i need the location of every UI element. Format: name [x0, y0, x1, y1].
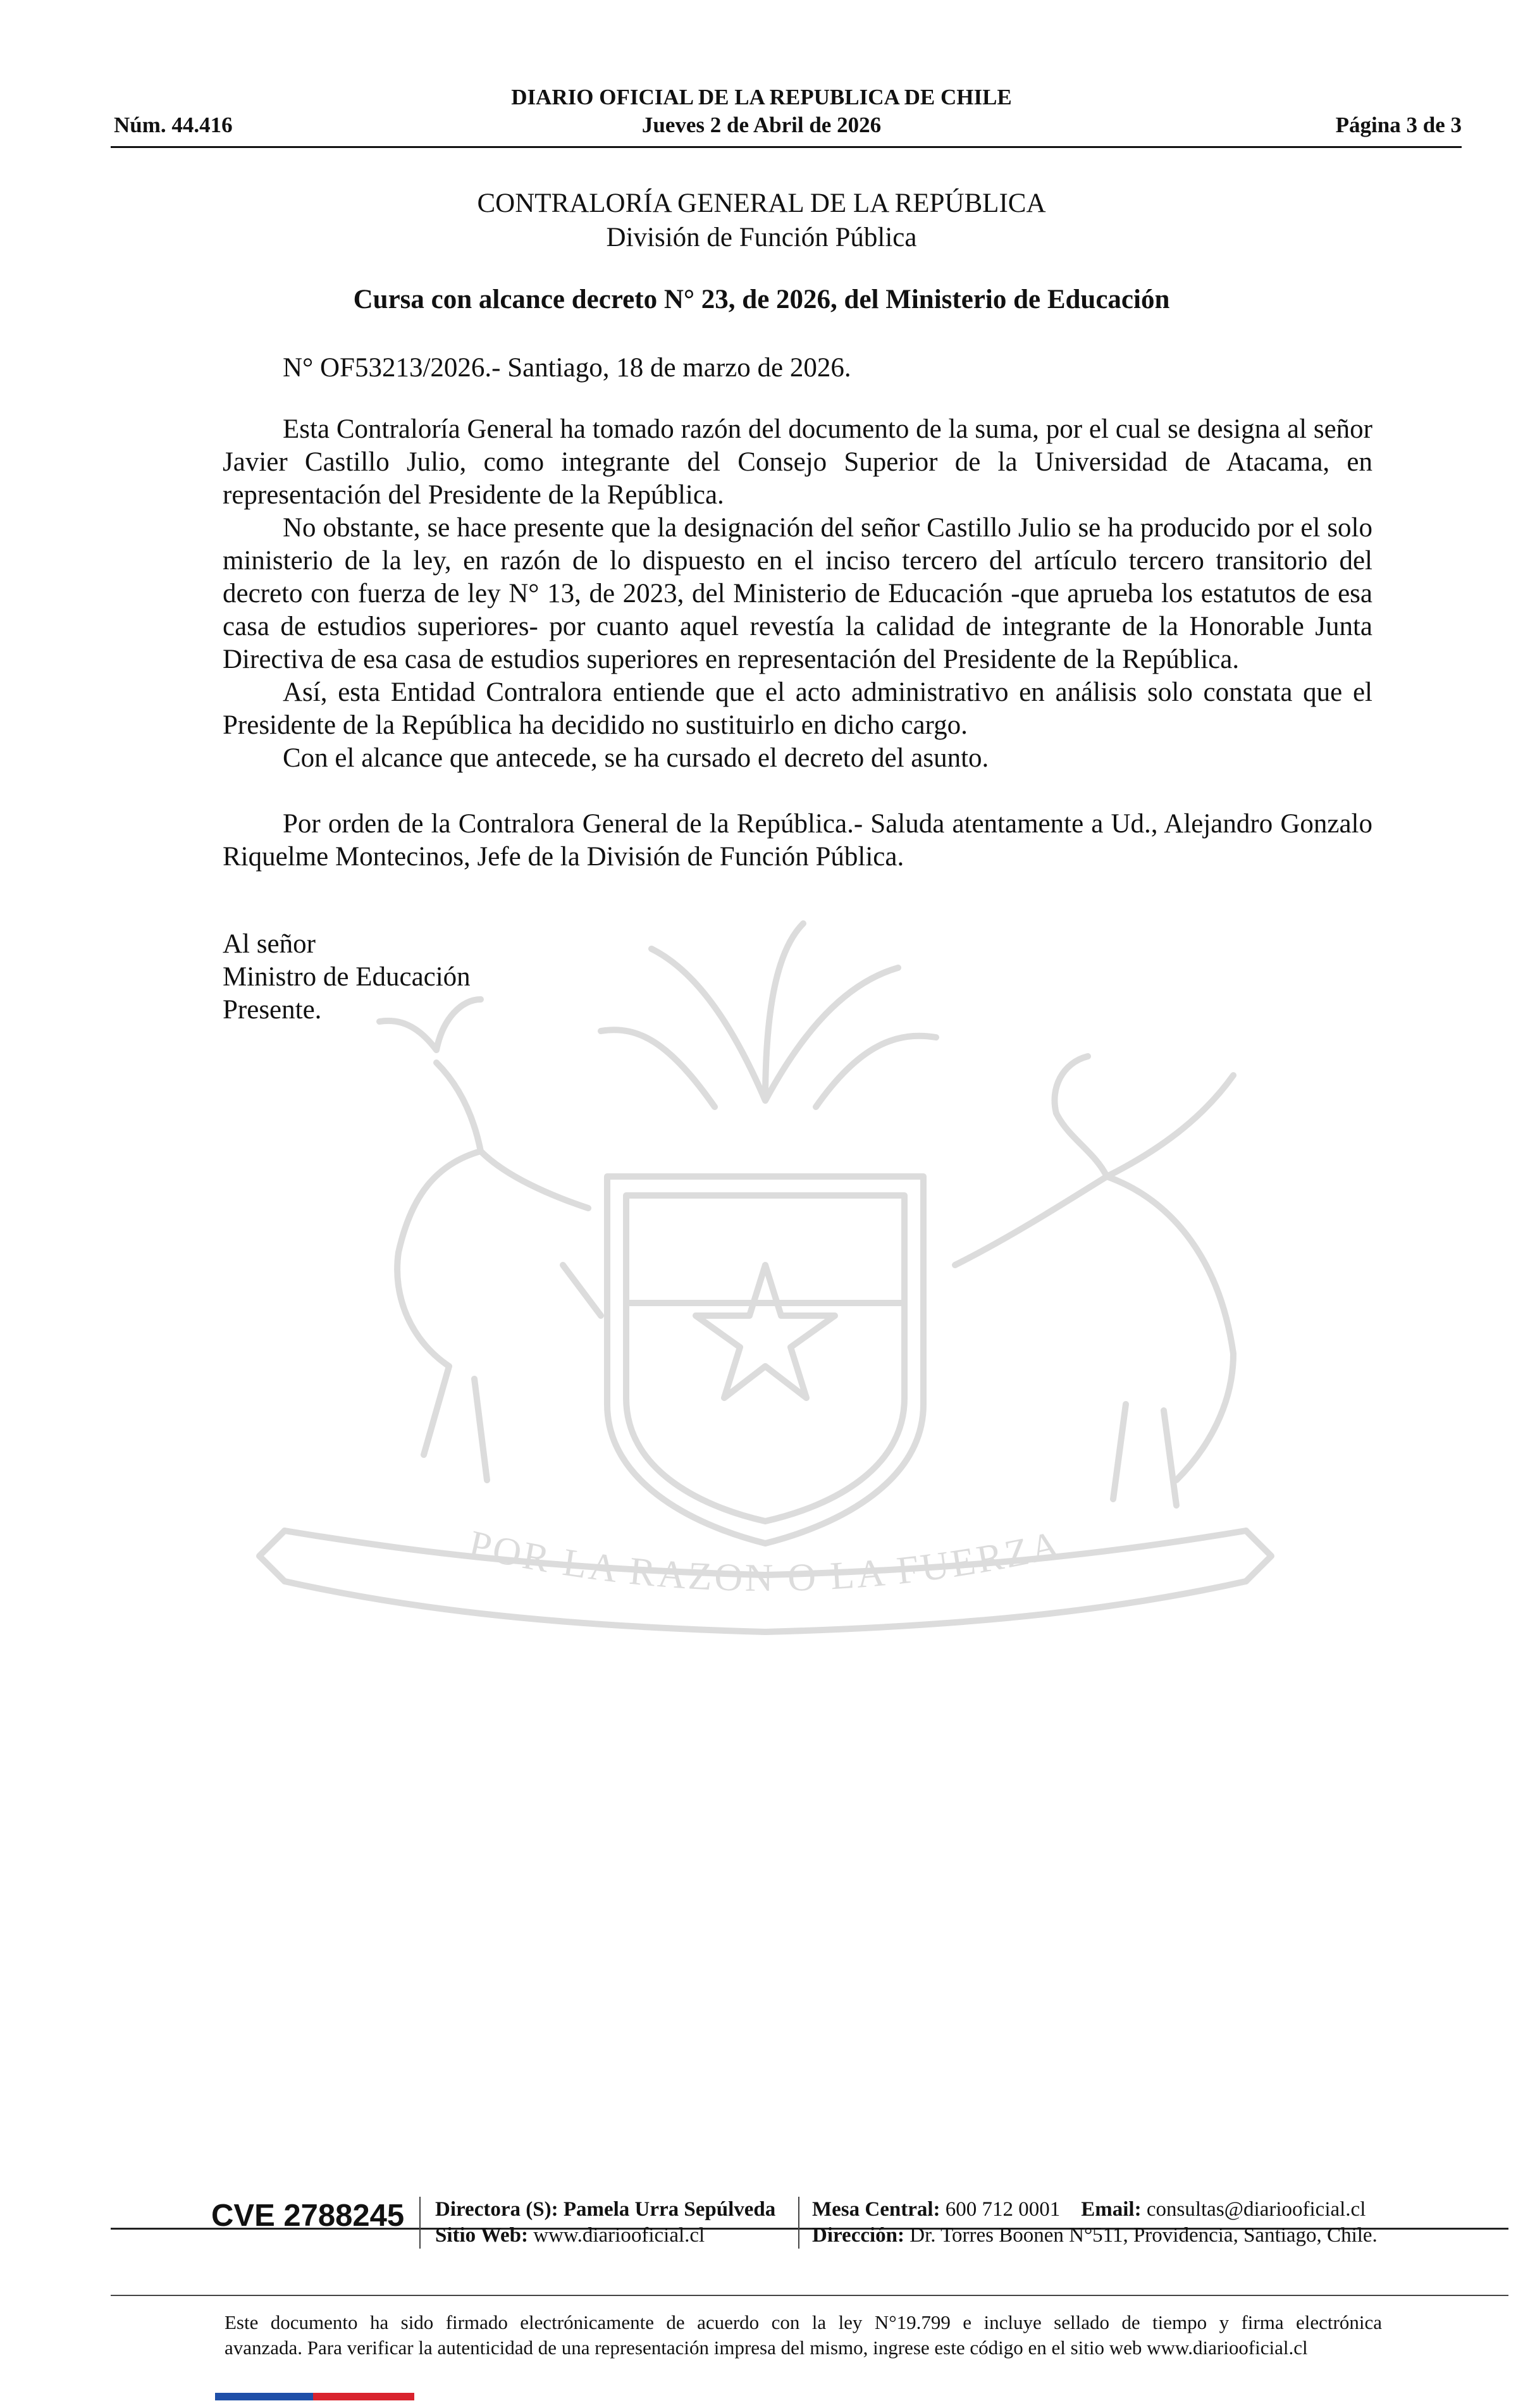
issuing-division: División de Función Pública [606, 223, 917, 252]
cve-code: CVE 2788245 [211, 2199, 405, 2233]
footer-separator [419, 2197, 421, 2249]
issuing-organization: CONTRALORÍA GENERAL DE LA REPÚBLICA [477, 188, 1046, 218]
footer-inner-divider [111, 2295, 1508, 2296]
paragraph: Con el alcance que antecede, se ha cursado el decreto del asunto. [283, 743, 989, 773]
verification-notice: avanzada. Para verificar la autenticidad de una representación impresa del mismo, ingrese este código en el sitio web www.diariooficial.cl [225, 2337, 1308, 2359]
phone-value: 600 712 0001 [945, 2198, 1061, 2221]
address-label: Dirección: [812, 2224, 905, 2247]
email-label: Email: [1081, 2198, 1142, 2221]
footer-contact-left [435, 2197, 775, 2249]
flag-stripe-red [313, 2393, 414, 2400]
document-subject: Cursa con alcance decreto N° 23, de 2026, del Ministerio de Educación [353, 285, 1170, 314]
address-value: Dr. Torres Boonen N°511, Providencia, Santiago, Chile. [909, 2224, 1378, 2247]
closing-paragraph: Por orden de la Contralora General de la República.- Saluda atentamente a Ud., Alejandro Gonzalo Riquelme Montecinos, Jefe de la División de Función Pública. [223, 809, 1372, 872]
director-label: Directora (S): [435, 2198, 558, 2221]
email-link[interactable]: consultas@diariooficial.cl [1146, 2198, 1366, 2221]
gazette-title: DIARIO OFICIAL DE LA REPUBLICA DE CHILE [511, 85, 1012, 109]
signature-notice: Este documento ha sido firmado electrónicamente de acuerdo con la ley N°19.799 e incluye sellado de tiempo y firma electrónica [225, 2311, 1382, 2333]
issue-number: Núm. 44.416 [114, 113, 233, 137]
recipient-block [223, 928, 471, 1027]
footer-separator [798, 2197, 799, 2249]
footer-contact-right [812, 2197, 1378, 2249]
phone-label: Mesa Central: [812, 2198, 940, 2221]
motto-text: POR LA RAZON O LA FUERZA [465, 1522, 1066, 1600]
paragraph: No obstante, se hace presente que la designación del señor Castillo Julio se ha producido por el solo ministerio de la ley, en razón de lo dispuesto en el inciso tercero del artículo tercero transitorio del decreto con fuerza de ley N° 13, de 2023, del Ministerio de Educación -que aprueba los estatutos de esa casa de estudios superiores- por cuanto aquel revestía la calidad de integrante de la Honorable Junta Directiva de esa casa de estudios superiores en representación del Presidente de la República. [223, 513, 1372, 674]
director-name: Pamela Urra Sepúlveda [563, 2198, 776, 2221]
issue-date: Jueves 2 de Abril de 2026 [641, 113, 882, 137]
website-link[interactable]: www.diariooficial.cl [533, 2224, 705, 2247]
page-indicator: Página 3 de 3 [1335, 113, 1462, 137]
website-label: Sitio Web: [435, 2224, 529, 2247]
recipient-line: Al señor [223, 929, 316, 959]
recipient-line: Ministro de Educación [223, 962, 471, 992]
flag-stripe-blue [215, 2393, 313, 2400]
document-body [223, 413, 1372, 874]
recipient-line: Presente. [223, 995, 322, 1025]
paragraph: Así, esta Entidad Contralora entiende que el acto administrativo en análisis solo constata que el Presidente de la República ha decidido no sustituirlo en dicho cargo. [223, 677, 1372, 740]
document-reference: N° OF53213/2026.- Santiago, 18 de marzo de 2026. [283, 353, 851, 383]
coat-of-arms-watermark [209, 911, 1322, 1708]
header-divider [111, 146, 1462, 148]
paragraph: Esta Contraloría General ha tomado razón del documento de la suma, por el cual se designa al señor Javier Castillo Julio, como integrante del Consejo Superior de la Universidad de Atacama, en representación del Presidente de la República. [223, 414, 1372, 510]
